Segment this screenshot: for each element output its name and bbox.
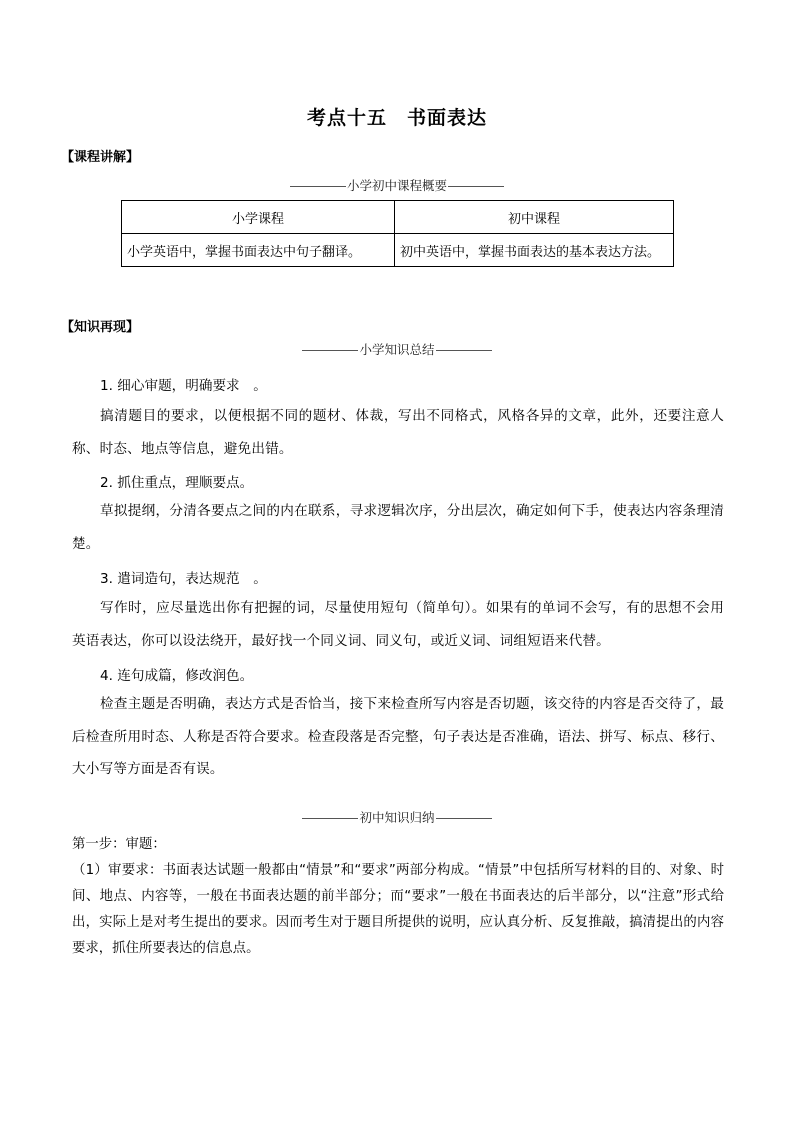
- item-2-title: 2. 抓住重点，理顺要点。: [100, 475, 254, 491]
- table-cell-primary: 小学英语中，掌握书面表达中句子翻译。: [122, 234, 395, 267]
- step1-text: （1）审要求：书面表达试题一般都由“情景”和“要求”两部分构成。“情景”中包括所写材料的目的、对象、时间、地点、内容等，一般在书面表达题的前半部分；而“要求”一般在书面表达的后半部分，以“注意”形式给出，实际上是对考生提出的要求。因而考生对于题目所提供的说明，应认真分析、反复推敲，搞清提出的内容要求，抓住所要表达的信息点。: [72, 863, 724, 956]
- item-4-text: 检查主题是否明确，表达方式是否恰当，接下来检查所写内容是否切题，该交待的内容是否交待了，最后检查所用时态、人称是否符合要求。检查段落是否完整，句子表达是否准确，语法、拼写、标点、移行、大小写等方面是否有误。: [72, 696, 724, 777]
- primary-summary-heading: [0, 340, 794, 358]
- item-1-text: 搞清题目的要求，以便根据不同的题材、体裁，写出不同格式，风格各异的文章，此外，还要注意人称、时态、地点等信息，避免出错。: [72, 408, 724, 457]
- course-section-label: 【课程讲解】: [61, 150, 140, 165]
- table-row: [122, 234, 674, 267]
- item-3-text: 写作时，应尽量选出你有把握的词，尽量使用短句（简单句）。如果有的单词不会写，有的思想不会用英语表达，你可以设法绕开，最好找一个同义词、同义句，或近义词、词组短语来代替。: [72, 600, 724, 649]
- primary-summary-heading-text: 小学知识总结: [359, 342, 435, 357]
- table-header-primary: 小学课程: [122, 201, 395, 234]
- heading-rule-left: [302, 350, 358, 351]
- page-title: 考点十五 书面表达: [306, 107, 487, 129]
- junior-summary-heading-text: 初中知识归纳: [359, 810, 435, 825]
- course-overview-heading-text: 小学初中课程概要: [346, 178, 447, 193]
- table-cell-junior: 初中英语中，掌握书面表达的基本表达方法。: [395, 234, 674, 267]
- table-header-junior: 初中课程: [395, 201, 674, 234]
- item-4-title: 4. 连句成篇，修改润色。: [100, 668, 254, 684]
- heading-rule-right: [436, 818, 492, 819]
- course-overview-table: [121, 200, 674, 267]
- table-header-row: [122, 201, 674, 234]
- item-3-title: 3. 遣词造句，表达规范 。: [100, 571, 267, 587]
- item-2-text: 草拟提纲，分清各要点之间的内在联系，寻求逻辑次序，分出层次，确定如何下手，使表达内容条理清楚。: [72, 503, 724, 552]
- heading-rule-left: [302, 818, 358, 819]
- step1-label: 第一步：审题：: [72, 837, 166, 852]
- course-overview-heading: [0, 176, 794, 194]
- item-1-title: 1. 细心审题，明确要求 。: [100, 378, 267, 394]
- knowledge-section-label: 【知识再现】: [61, 320, 140, 335]
- heading-rule-right: [436, 350, 492, 351]
- heading-rule-left: [290, 186, 346, 187]
- junior-summary-heading: [0, 808, 794, 826]
- heading-rule-right: [448, 186, 504, 187]
